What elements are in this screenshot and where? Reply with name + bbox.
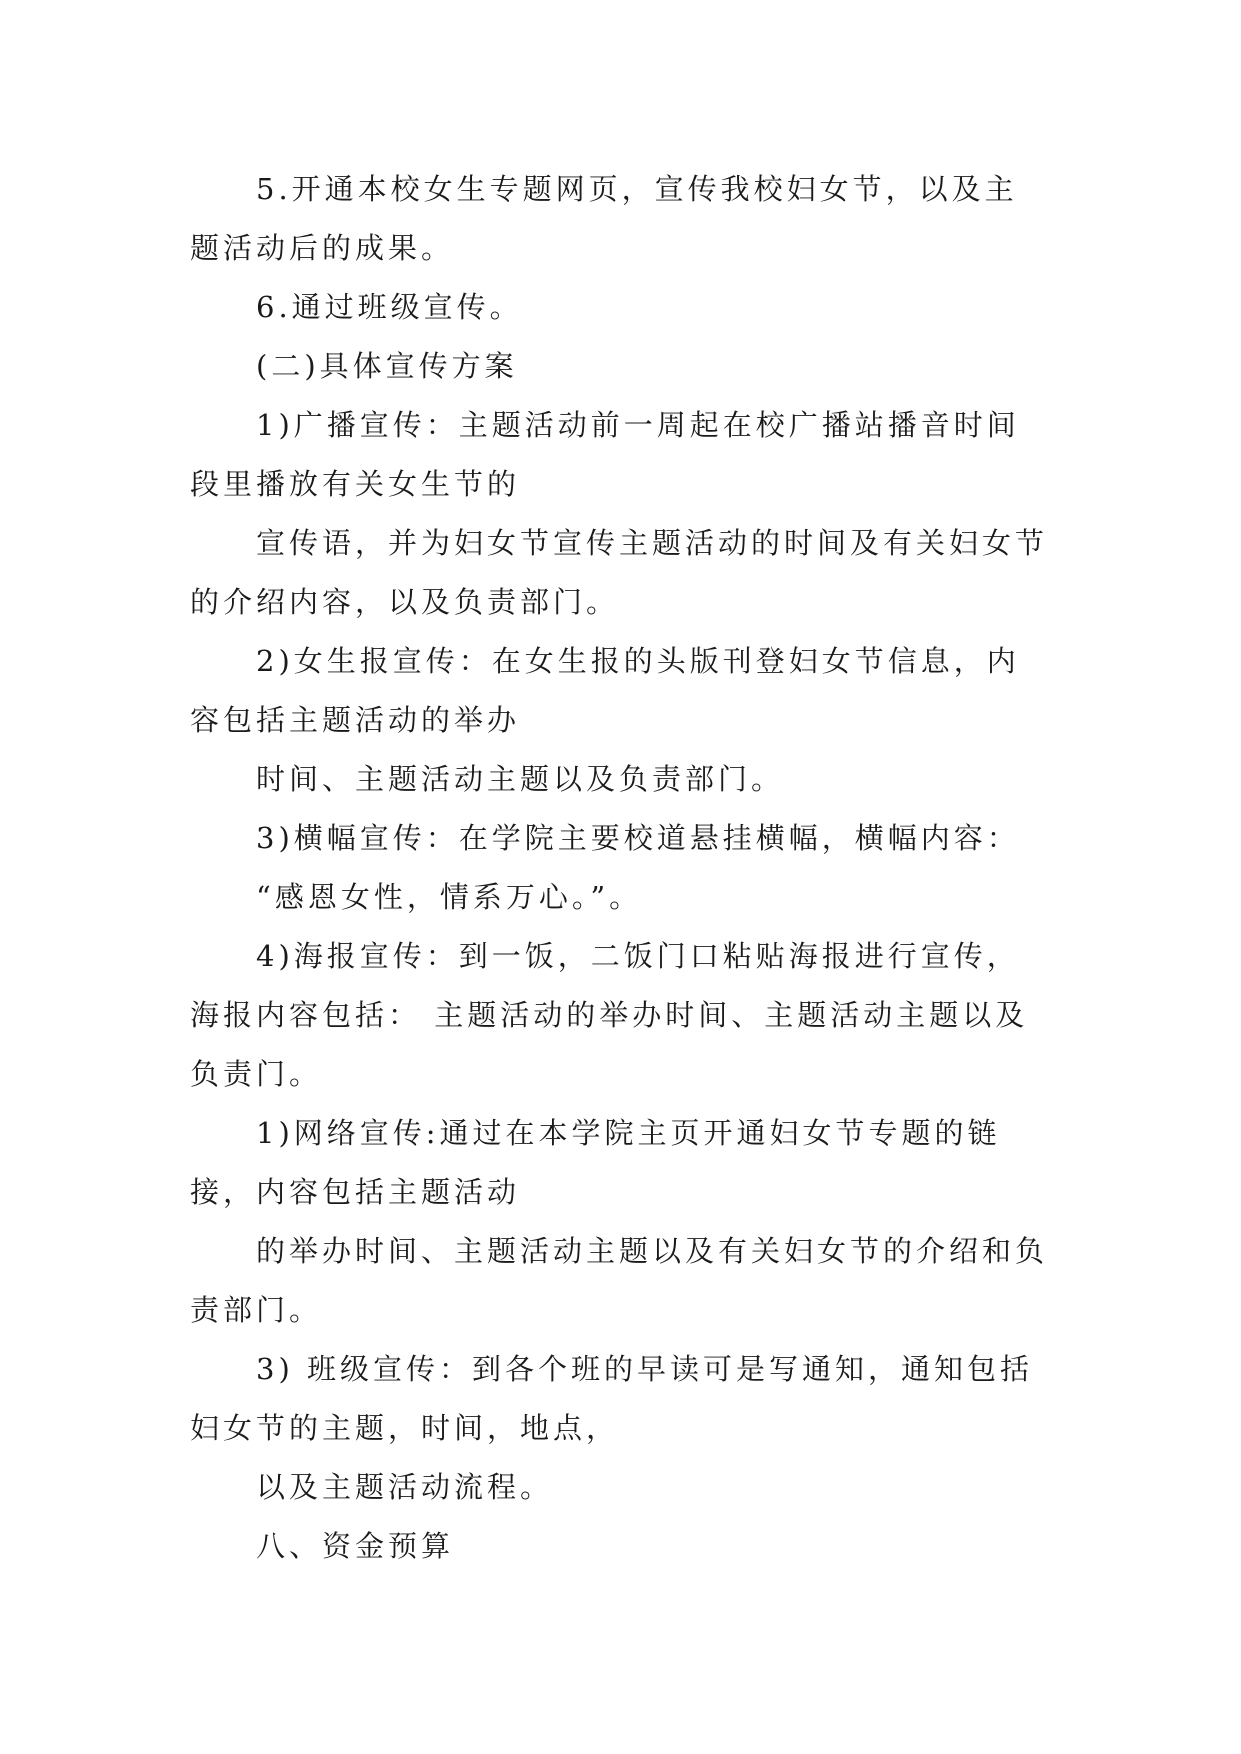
paragraph: 宣传语，并为妇女节宣传主题活动的时间及有关妇女节的介绍内容，以及负责部门。	[190, 526, 1049, 619]
section-heading: 八、资金预算	[256, 1529, 455, 1563]
section-heading: (二)具体宣传方案	[256, 349, 518, 383]
paragraph: 时间、主题活动主题以及负责部门。	[256, 762, 785, 796]
document-body	[190, 160, 1050, 1576]
paragraph: 3)横幅宣传：在学院主要校道悬挂横幅，横幅内容：	[256, 821, 1020, 855]
paragraph: 1)广播宣传：主题活动前一周起在校广播站播音时间段里播放有关女生节的	[190, 408, 1020, 501]
paragraph: 4)海报宣传：到一饭，二饭门口粘贴海报进行宣传，海报内容包括： 主题活动的举办时间、主题活动主题以及负责门。	[190, 939, 1029, 1091]
paragraph: 2)女生报宣传：在女生报的头版刊登妇女节信息，内容包括主题活动的举办	[190, 644, 1020, 737]
paragraph: 以及主题活动流程。	[256, 1470, 554, 1504]
paragraph: 的举办时间、主题活动主题以及有关妇女节的介绍和负责部门。	[190, 1234, 1049, 1327]
paragraph: 1)网络宣传:通过在本学院主页开通妇女节专题的链接，内容包括主题活动	[190, 1116, 1001, 1209]
paragraph: 3) 班级宣传：到各个班的早读可是写通知，通知包括妇女节的主题，时间，地点，	[190, 1352, 1033, 1445]
paragraph: “感恩女性，情系万心。”。	[256, 880, 643, 914]
paragraph: 5.开通本校女生专题网页，宣传我校妇女节，以及主题活动后的成果。	[190, 172, 1018, 265]
paragraph: 6.通过班级宣传。	[256, 290, 523, 324]
